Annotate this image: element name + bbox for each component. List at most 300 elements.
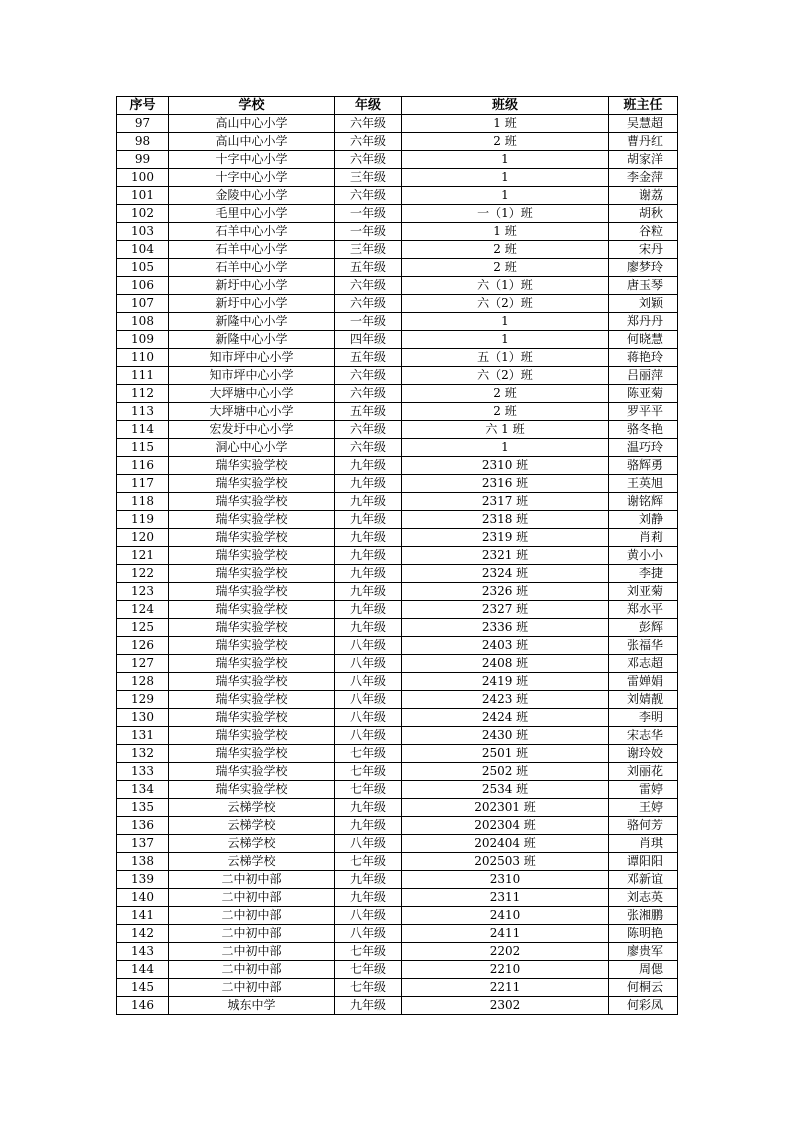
row-index: 101 xyxy=(117,187,169,205)
row-index: 97 xyxy=(117,115,169,133)
row-school: 石羊中心小学 xyxy=(169,223,335,241)
row-grade: 九年级 xyxy=(335,565,402,583)
row-index: 137 xyxy=(117,835,169,853)
row-teacher: 刘静 xyxy=(609,511,678,529)
row-index: 113 xyxy=(117,403,169,421)
row-grade: 六年级 xyxy=(335,277,402,295)
row-school: 高山中心小学 xyxy=(169,115,335,133)
row-grade: 八年级 xyxy=(335,673,402,691)
row-class: 2 班 xyxy=(402,385,609,403)
table-row xyxy=(117,997,678,1015)
table-row xyxy=(117,313,678,331)
row-class: 202503 班 xyxy=(402,853,609,871)
row-grade: 五年级 xyxy=(335,403,402,421)
table-row xyxy=(117,475,678,493)
row-school: 瑞华实验学校 xyxy=(169,691,335,709)
row-school: 二中初中部 xyxy=(169,889,335,907)
row-grade: 九年级 xyxy=(335,601,402,619)
table-row xyxy=(117,853,678,871)
row-grade: 八年级 xyxy=(335,835,402,853)
table-row xyxy=(117,421,678,439)
row-teacher: 刘婧靓 xyxy=(609,691,678,709)
row-teacher: 郑水平 xyxy=(609,601,678,619)
table-header-row xyxy=(117,97,678,115)
row-grade: 七年级 xyxy=(335,763,402,781)
row-teacher: 周偲 xyxy=(609,961,678,979)
table-row xyxy=(117,277,678,295)
row-index: 138 xyxy=(117,853,169,871)
row-grade: 六年级 xyxy=(335,115,402,133)
row-teacher: 刘颖 xyxy=(609,295,678,313)
table-row xyxy=(117,979,678,997)
row-class: 2318 班 xyxy=(402,511,609,529)
row-school: 瑞华实验学校 xyxy=(169,457,335,475)
table-row xyxy=(117,943,678,961)
row-grade: 八年级 xyxy=(335,727,402,745)
header-teacher: 班主任 xyxy=(609,97,678,115)
row-school: 瑞华实验学校 xyxy=(169,673,335,691)
header-index: 序号 xyxy=(117,97,169,115)
row-class: 2211 xyxy=(402,979,609,997)
row-class: 2411 xyxy=(402,925,609,943)
row-teacher: 何晓慧 xyxy=(609,331,678,349)
row-grade: 七年级 xyxy=(335,781,402,799)
row-school: 知市坪中心小学 xyxy=(169,349,335,367)
row-class: 2408 班 xyxy=(402,655,609,673)
row-class: 2424 班 xyxy=(402,709,609,727)
row-index: 129 xyxy=(117,691,169,709)
row-class: 2501 班 xyxy=(402,745,609,763)
row-class: 1 xyxy=(402,313,609,331)
row-class: 2410 xyxy=(402,907,609,925)
row-class: 六（2）班 xyxy=(402,295,609,313)
table-row xyxy=(117,799,678,817)
row-school: 石羊中心小学 xyxy=(169,259,335,277)
row-class: 2310 班 xyxy=(402,457,609,475)
table-row xyxy=(117,457,678,475)
row-teacher: 雷婵娟 xyxy=(609,673,678,691)
row-class: 2403 班 xyxy=(402,637,609,655)
row-class: 2324 班 xyxy=(402,565,609,583)
row-grade: 九年级 xyxy=(335,619,402,637)
row-teacher: 谭阳阳 xyxy=(609,853,678,871)
row-school: 云梯学校 xyxy=(169,799,335,817)
row-teacher: 李金萍 xyxy=(609,169,678,187)
table-row xyxy=(117,763,678,781)
table-row xyxy=(117,673,678,691)
row-teacher: 郑丹丹 xyxy=(609,313,678,331)
row-teacher: 骆何芳 xyxy=(609,817,678,835)
row-teacher: 谷粒 xyxy=(609,223,678,241)
row-class: 2502 班 xyxy=(402,763,609,781)
row-grade: 六年级 xyxy=(335,439,402,457)
row-class: 2336 班 xyxy=(402,619,609,637)
row-class: 2423 班 xyxy=(402,691,609,709)
row-school: 瑞华实验学校 xyxy=(169,493,335,511)
row-school: 云梯学校 xyxy=(169,835,335,853)
row-grade: 九年级 xyxy=(335,457,402,475)
row-school: 二中初中部 xyxy=(169,943,335,961)
row-grade: 九年级 xyxy=(335,799,402,817)
row-teacher: 肖莉 xyxy=(609,529,678,547)
table-row xyxy=(117,223,678,241)
row-index: 127 xyxy=(117,655,169,673)
table-row xyxy=(117,619,678,637)
row-class: 1 班 xyxy=(402,223,609,241)
row-school: 瑞华实验学校 xyxy=(169,583,335,601)
row-index: 139 xyxy=(117,871,169,889)
row-teacher: 刘亚菊 xyxy=(609,583,678,601)
table-row xyxy=(117,727,678,745)
row-teacher: 宋丹 xyxy=(609,241,678,259)
row-index: 144 xyxy=(117,961,169,979)
row-class: 2202 xyxy=(402,943,609,961)
row-index: 109 xyxy=(117,331,169,349)
row-class: 2311 xyxy=(402,889,609,907)
table-row xyxy=(117,655,678,673)
table-row xyxy=(117,745,678,763)
row-index: 126 xyxy=(117,637,169,655)
row-grade: 六年级 xyxy=(335,367,402,385)
table-row xyxy=(117,367,678,385)
row-index: 114 xyxy=(117,421,169,439)
row-grade: 一年级 xyxy=(335,223,402,241)
row-index: 98 xyxy=(117,133,169,151)
row-grade: 九年级 xyxy=(335,493,402,511)
row-index: 136 xyxy=(117,817,169,835)
table-row xyxy=(117,871,678,889)
row-school: 瑞华实验学校 xyxy=(169,529,335,547)
row-class: 1 xyxy=(402,187,609,205)
row-grade: 六年级 xyxy=(335,421,402,439)
row-index: 134 xyxy=(117,781,169,799)
row-class: 2319 班 xyxy=(402,529,609,547)
row-grade: 七年级 xyxy=(335,943,402,961)
row-class: 202301 班 xyxy=(402,799,609,817)
row-grade: 六年级 xyxy=(335,295,402,313)
row-class: 2534 班 xyxy=(402,781,609,799)
row-grade: 九年级 xyxy=(335,475,402,493)
row-class: 2 班 xyxy=(402,241,609,259)
row-index: 106 xyxy=(117,277,169,295)
row-index: 120 xyxy=(117,529,169,547)
row-class: 六（2）班 xyxy=(402,367,609,385)
row-school: 瑞华实验学校 xyxy=(169,475,335,493)
row-grade: 八年级 xyxy=(335,709,402,727)
table-row xyxy=(117,493,678,511)
row-class: 2327 班 xyxy=(402,601,609,619)
row-grade: 七年级 xyxy=(335,961,402,979)
row-grade: 七年级 xyxy=(335,745,402,763)
row-teacher: 骆辉勇 xyxy=(609,457,678,475)
row-school: 瑞华实验学校 xyxy=(169,709,335,727)
row-index: 105 xyxy=(117,259,169,277)
table-row xyxy=(117,547,678,565)
row-teacher: 吕丽萍 xyxy=(609,367,678,385)
row-grade: 四年级 xyxy=(335,331,402,349)
table-row xyxy=(117,709,678,727)
row-teacher: 谢荔 xyxy=(609,187,678,205)
row-teacher: 罗平平 xyxy=(609,403,678,421)
row-school: 瑞华实验学校 xyxy=(169,511,335,529)
row-teacher: 黄小小 xyxy=(609,547,678,565)
row-grade: 九年级 xyxy=(335,817,402,835)
row-grade: 九年级 xyxy=(335,511,402,529)
row-school: 大坪塘中心小学 xyxy=(169,403,335,421)
table-row xyxy=(117,151,678,169)
row-teacher: 刘丽花 xyxy=(609,763,678,781)
row-teacher: 蒋艳玲 xyxy=(609,349,678,367)
row-school: 瑞华实验学校 xyxy=(169,601,335,619)
table-row xyxy=(117,187,678,205)
table-row xyxy=(117,331,678,349)
row-index: 146 xyxy=(117,997,169,1015)
table-row xyxy=(117,511,678,529)
row-school: 二中初中部 xyxy=(169,979,335,997)
row-index: 145 xyxy=(117,979,169,997)
table-row xyxy=(117,295,678,313)
row-class: 2316 班 xyxy=(402,475,609,493)
row-class: 1 xyxy=(402,151,609,169)
table-row xyxy=(117,835,678,853)
row-school: 新圩中心小学 xyxy=(169,295,335,313)
row-grade: 九年级 xyxy=(335,529,402,547)
row-teacher: 温巧玲 xyxy=(609,439,678,457)
row-index: 100 xyxy=(117,169,169,187)
table-row xyxy=(117,907,678,925)
row-grade: 八年级 xyxy=(335,907,402,925)
row-teacher: 邓志超 xyxy=(609,655,678,673)
table-row xyxy=(117,961,678,979)
row-index: 119 xyxy=(117,511,169,529)
row-class: 2326 班 xyxy=(402,583,609,601)
table-row xyxy=(117,169,678,187)
row-class: 六（1）班 xyxy=(402,277,609,295)
row-grade: 六年级 xyxy=(335,151,402,169)
row-teacher: 刘志英 xyxy=(609,889,678,907)
table-row xyxy=(117,115,678,133)
row-teacher: 李捷 xyxy=(609,565,678,583)
row-school: 石羊中心小学 xyxy=(169,241,335,259)
row-school: 新圩中心小学 xyxy=(169,277,335,295)
table-row xyxy=(117,691,678,709)
table-row xyxy=(117,133,678,151)
row-index: 102 xyxy=(117,205,169,223)
row-class: 五（1）班 xyxy=(402,349,609,367)
row-school: 瑞华实验学校 xyxy=(169,565,335,583)
row-school: 瑞华实验学校 xyxy=(169,727,335,745)
row-class: 2310 xyxy=(402,871,609,889)
row-grade: 八年级 xyxy=(335,925,402,943)
table-row xyxy=(117,349,678,367)
table-row xyxy=(117,925,678,943)
row-class: 2302 xyxy=(402,997,609,1015)
row-grade: 一年级 xyxy=(335,205,402,223)
table-row xyxy=(117,529,678,547)
row-index: 121 xyxy=(117,547,169,565)
row-teacher: 肖琪 xyxy=(609,835,678,853)
row-index: 116 xyxy=(117,457,169,475)
row-class: 一（1）班 xyxy=(402,205,609,223)
row-index: 111 xyxy=(117,367,169,385)
row-grade: 八年级 xyxy=(335,655,402,673)
row-grade: 八年级 xyxy=(335,691,402,709)
row-grade: 一年级 xyxy=(335,313,402,331)
row-teacher: 王婷 xyxy=(609,799,678,817)
row-teacher: 彭辉 xyxy=(609,619,678,637)
row-index: 124 xyxy=(117,601,169,619)
row-school: 新隆中心小学 xyxy=(169,313,335,331)
row-school: 二中初中部 xyxy=(169,961,335,979)
row-index: 123 xyxy=(117,583,169,601)
row-school: 二中初中部 xyxy=(169,925,335,943)
table-row xyxy=(117,241,678,259)
row-grade: 三年级 xyxy=(335,241,402,259)
row-school: 洞心中心小学 xyxy=(169,439,335,457)
row-class: 2317 班 xyxy=(402,493,609,511)
row-teacher: 宋志华 xyxy=(609,727,678,745)
row-school: 瑞华实验学校 xyxy=(169,763,335,781)
row-teacher: 胡家洋 xyxy=(609,151,678,169)
row-grade: 九年级 xyxy=(335,997,402,1015)
row-class: 2210 xyxy=(402,961,609,979)
row-grade: 八年级 xyxy=(335,637,402,655)
table-body xyxy=(117,115,678,1015)
row-index: 115 xyxy=(117,439,169,457)
header-class: 班级 xyxy=(402,97,609,115)
row-school: 瑞华实验学校 xyxy=(169,547,335,565)
row-school: 城东中学 xyxy=(169,997,335,1015)
table-row xyxy=(117,817,678,835)
row-index: 140 xyxy=(117,889,169,907)
row-grade: 六年级 xyxy=(335,385,402,403)
row-grade: 六年级 xyxy=(335,187,402,205)
table-row xyxy=(117,781,678,799)
row-grade: 九年级 xyxy=(335,583,402,601)
row-school: 瑞华实验学校 xyxy=(169,781,335,799)
row-index: 103 xyxy=(117,223,169,241)
row-grade: 五年级 xyxy=(335,259,402,277)
row-index: 128 xyxy=(117,673,169,691)
row-index: 142 xyxy=(117,925,169,943)
row-teacher: 何彩凤 xyxy=(609,997,678,1015)
row-school: 十字中心小学 xyxy=(169,151,335,169)
table-row xyxy=(117,565,678,583)
row-teacher: 廖贵军 xyxy=(609,943,678,961)
row-teacher: 李明 xyxy=(609,709,678,727)
row-teacher: 何桐云 xyxy=(609,979,678,997)
row-index: 133 xyxy=(117,763,169,781)
row-teacher: 胡秋 xyxy=(609,205,678,223)
row-class: 2 班 xyxy=(402,259,609,277)
row-grade: 九年级 xyxy=(335,871,402,889)
row-index: 122 xyxy=(117,565,169,583)
row-school: 瑞华实验学校 xyxy=(169,655,335,673)
row-grade: 三年级 xyxy=(335,169,402,187)
row-index: 131 xyxy=(117,727,169,745)
row-teacher: 廖梦玲 xyxy=(609,259,678,277)
row-index: 108 xyxy=(117,313,169,331)
row-class: 1 xyxy=(402,169,609,187)
class-teacher-table xyxy=(116,96,678,1015)
row-index: 110 xyxy=(117,349,169,367)
row-index: 125 xyxy=(117,619,169,637)
row-teacher: 雷婷 xyxy=(609,781,678,799)
row-school: 二中初中部 xyxy=(169,907,335,925)
row-teacher: 陈亚菊 xyxy=(609,385,678,403)
row-index: 117 xyxy=(117,475,169,493)
row-school: 十字中心小学 xyxy=(169,169,335,187)
row-index: 132 xyxy=(117,745,169,763)
row-school: 大坪塘中心小学 xyxy=(169,385,335,403)
row-index: 130 xyxy=(117,709,169,727)
row-index: 107 xyxy=(117,295,169,313)
row-index: 104 xyxy=(117,241,169,259)
row-grade: 七年级 xyxy=(335,979,402,997)
row-class: 1 xyxy=(402,331,609,349)
row-school: 二中初中部 xyxy=(169,871,335,889)
row-index: 143 xyxy=(117,943,169,961)
table-row xyxy=(117,403,678,421)
row-grade: 七年级 xyxy=(335,853,402,871)
row-class: 2 班 xyxy=(402,133,609,151)
table-row xyxy=(117,601,678,619)
row-teacher: 陈明艳 xyxy=(609,925,678,943)
table-row xyxy=(117,259,678,277)
row-class: 2419 班 xyxy=(402,673,609,691)
row-class: 1 xyxy=(402,439,609,457)
row-school: 毛里中心小学 xyxy=(169,205,335,223)
header-school: 学校 xyxy=(169,97,335,115)
row-school: 宏发圩中心小学 xyxy=(169,421,335,439)
row-grade: 九年级 xyxy=(335,889,402,907)
row-school: 金陵中心小学 xyxy=(169,187,335,205)
row-teacher: 张福华 xyxy=(609,637,678,655)
row-index: 141 xyxy=(117,907,169,925)
row-school: 瑞华实验学校 xyxy=(169,619,335,637)
row-school: 新隆中心小学 xyxy=(169,331,335,349)
row-school: 知市坪中心小学 xyxy=(169,367,335,385)
row-teacher: 骆冬艳 xyxy=(609,421,678,439)
header-grade: 年级 xyxy=(335,97,402,115)
table-row xyxy=(117,637,678,655)
row-class: 1 班 xyxy=(402,115,609,133)
row-teacher: 张湘鹏 xyxy=(609,907,678,925)
row-teacher: 王英旭 xyxy=(609,475,678,493)
row-class: 2321 班 xyxy=(402,547,609,565)
row-school: 高山中心小学 xyxy=(169,133,335,151)
row-school: 云梯学校 xyxy=(169,817,335,835)
row-grade: 五年级 xyxy=(335,349,402,367)
row-index: 118 xyxy=(117,493,169,511)
row-class: 202404 班 xyxy=(402,835,609,853)
row-teacher: 唐玉琴 xyxy=(609,277,678,295)
row-index: 112 xyxy=(117,385,169,403)
table-row xyxy=(117,889,678,907)
row-teacher: 谢铭辉 xyxy=(609,493,678,511)
table-row xyxy=(117,439,678,457)
row-teacher: 邓新谊 xyxy=(609,871,678,889)
row-class: 六 1 班 xyxy=(402,421,609,439)
row-class: 2430 班 xyxy=(402,727,609,745)
row-grade: 九年级 xyxy=(335,547,402,565)
row-teacher: 吴慧超 xyxy=(609,115,678,133)
table-row xyxy=(117,385,678,403)
table-row xyxy=(117,583,678,601)
row-grade: 六年级 xyxy=(335,133,402,151)
row-class: 202304 班 xyxy=(402,817,609,835)
row-teacher: 谢玲姣 xyxy=(609,745,678,763)
